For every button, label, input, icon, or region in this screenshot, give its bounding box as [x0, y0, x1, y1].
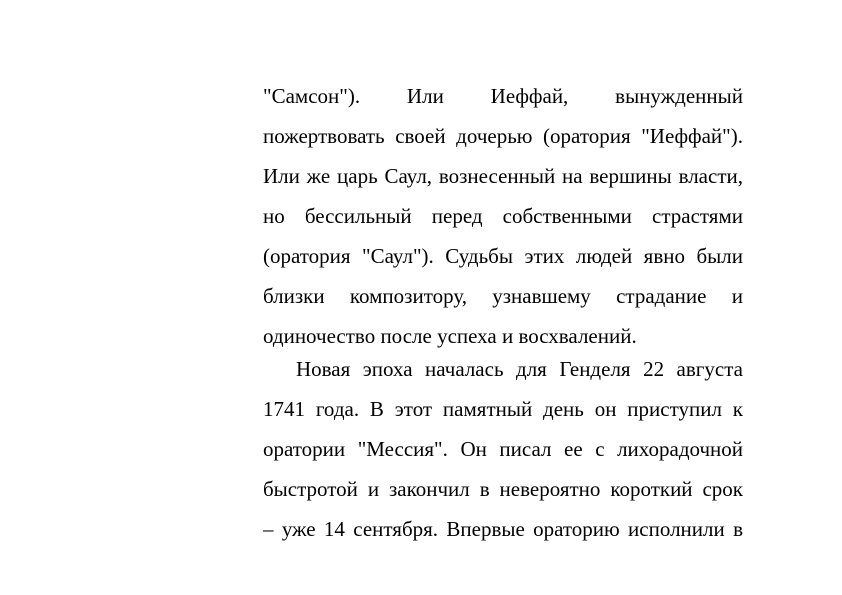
text-line: близки композитору, узнавшему страдание и	[263, 284, 743, 308]
text-line: – уже 14 сентября. Впервые ораторию исполнили в	[263, 517, 743, 541]
text-line: "Самсон"). Или Иеффай, вынужденный	[263, 84, 743, 108]
text-line: но бессильный перед собственными страстями	[263, 204, 743, 228]
body-text	[263, 76, 743, 549]
paragraph-first-line: Новая эпоха началась для Генделя 22 августа	[296, 357, 743, 381]
text-line: пожертвовать своей дочерью (оратория "Иеффай").	[263, 124, 743, 148]
paragraph-last-line: одиночество после успеха и восхвалений.	[263, 324, 637, 348]
text-line: оратории "Мессия". Он писал ее с лихорадочной	[263, 437, 743, 461]
text-line: Или же царь Саул, вознесенный на вершины власти,	[263, 164, 743, 188]
text-line: 1741 года. В этот памятный день он приступил к	[263, 397, 743, 421]
text-line: (оратория "Саул"). Судьбы этих людей явно были	[263, 244, 743, 268]
text-line: быстротой и закончил в невероятно короткий срок	[263, 477, 743, 501]
